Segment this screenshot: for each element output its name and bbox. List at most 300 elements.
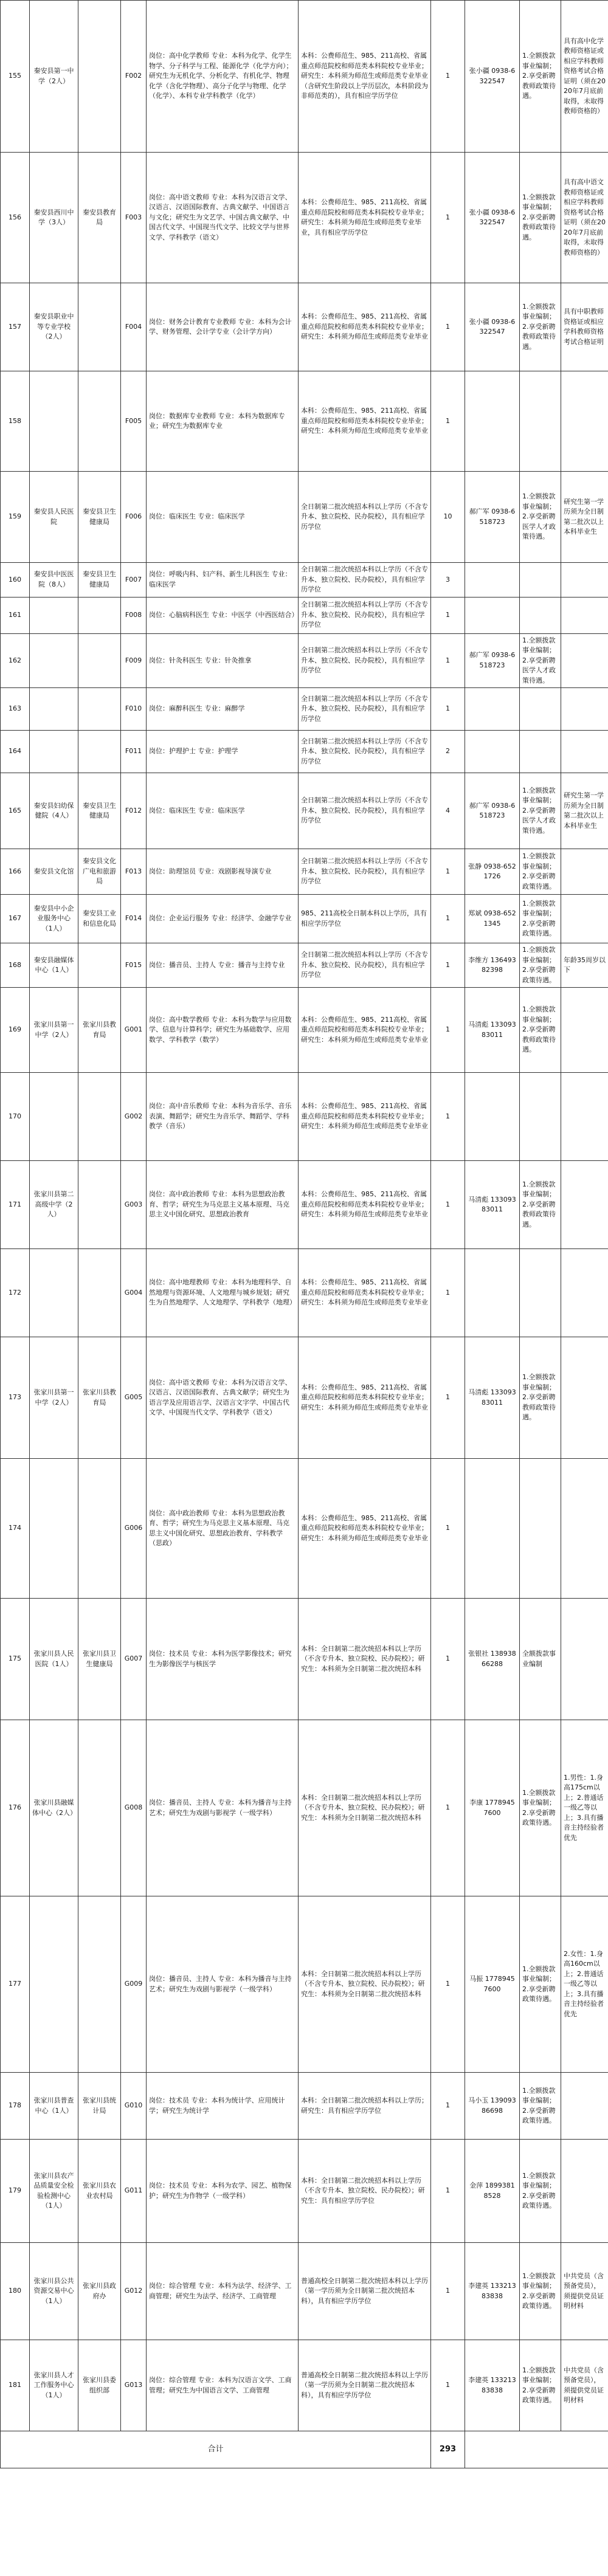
table-row xyxy=(1,1896,608,2073)
staffing-requirement-cell: 1.全额拨款事业编制； 2.享受新聘政策待遇。 xyxy=(520,849,561,895)
row-number: 179 xyxy=(1,2140,30,2243)
row-number: 158 xyxy=(1,371,30,472)
department-cell: 张家川县农业农村局 xyxy=(78,2140,121,2243)
staffing-requirement-cell: 1.全额拨款事业编制； 2.享受新聘政策待遇。 xyxy=(520,1896,561,2073)
employer-cell xyxy=(30,1073,78,1161)
post-description-cell: 岗位：播音员、主持人 专业：本科为播音与主持艺术；研究生为戏剧与影视学（一级学科） xyxy=(147,1720,299,1896)
table-row xyxy=(1,1459,608,1599)
education-requirement-cell: 本科：公费师范生、985、211高校、省属重点师范院校和师范类本科院校专业毕业；研究生：本科须为师范生或师范类专业毕业 xyxy=(299,1459,431,1599)
education-requirement-cell: 本科：公费师范生、985、211高校、省属重点师范院校和师范类本科院校专业毕业；研究生：本科须为师范生或师范类专业毕业，具有相应学历学位 xyxy=(299,153,431,283)
employer-cell: 秦安县融媒体中心（1人） xyxy=(30,943,78,988)
notes-cell xyxy=(561,1249,608,1337)
notes-cell xyxy=(561,2073,608,2140)
notes-cell xyxy=(561,371,608,472)
department-cell xyxy=(78,1073,121,1161)
post-description-cell: 岗位：技术员 专业：本科为医学影像技术；研究生为影像医学与核医学 xyxy=(147,1599,299,1720)
post-code-cell: G008 xyxy=(121,1720,147,1896)
employer-cell: 秦安县中医医院（8人） xyxy=(30,563,78,598)
headcount-cell: 3 xyxy=(431,563,465,598)
headcount-cell: 1 xyxy=(431,1249,465,1337)
department-cell: 秦安县教育局 xyxy=(78,153,121,283)
education-requirement-cell: 本科：全日制第二批次统招本科以上学历（不含专升本、独立院校、民办院校）；研究生：本科须为全日制第二批次统招本科 xyxy=(299,1720,431,1896)
row-number: 160 xyxy=(1,563,30,598)
contact-cell: 郝广军 0938-6518723 xyxy=(465,773,520,849)
department-cell xyxy=(78,597,121,633)
department-cell xyxy=(78,943,121,988)
post-description-cell: 岗位：临床医生 专业：临床医学 xyxy=(147,472,299,563)
education-requirement-cell: 本科：公费师范生、985、211高校、省属重点师范院校和师范类本科院校专业毕业；研究生：本科须为师范生或师范类专业毕业（含研究生阶段以上学历层次，本科阶段为非师范类的），具有相应学历学位 xyxy=(299,1,431,153)
staffing-requirement-cell: 1.全额拨款事业编制； 2.享受新聘教师政策待遇。 xyxy=(520,988,561,1073)
row-number: 162 xyxy=(1,633,30,688)
department-cell xyxy=(78,1459,121,1599)
headcount-cell: 1 xyxy=(431,988,465,1073)
employer-cell: 秦安县文化馆 xyxy=(30,849,78,895)
headcount-cell: 2 xyxy=(431,731,465,773)
table-row xyxy=(1,2140,608,2243)
contact-cell xyxy=(465,371,520,472)
table-row xyxy=(1,773,608,849)
employer-cell: 秦安县中小企业服务中心（1人） xyxy=(30,895,78,943)
headcount-cell: 1 xyxy=(431,849,465,895)
table-row xyxy=(1,1161,608,1249)
staffing-requirement-cell: 1.全额拨款事业编制； 2.享受新聘医学人才政策待遇。 xyxy=(520,773,561,849)
staffing-requirement-cell: 1.全额拨款事业编制； 2.享受新聘教师政策待遇。 xyxy=(520,1161,561,1249)
post-description-cell: 岗位：高中政治教师 专业：本科为思想政治教育、哲学；研究生为马克思主义基本原理、马克思主义中国化研究、思想政治教育、学科教学（思政） xyxy=(147,1459,299,1599)
table-row xyxy=(1,1337,608,1459)
contact-cell: 李维方 13649382398 xyxy=(465,943,520,988)
employer-cell: 张家川县普查中心（1人） xyxy=(30,2073,78,2140)
department-cell: 张家川县政府办 xyxy=(78,2243,121,2340)
row-number: 157 xyxy=(1,283,30,371)
post-code-cell: G012 xyxy=(121,2243,147,2340)
contact-cell: 马清彪 13309383011 xyxy=(465,988,520,1073)
headcount-cell: 1 xyxy=(431,943,465,988)
education-requirement-cell: 全日制第二批次统招本科以上学历（不含专升本、独立院校、民办院校），具有相应学历学位 xyxy=(299,472,431,563)
table-row xyxy=(1,988,608,1073)
staffing-requirement-cell: 1.全额拨款事业编制； 2.享受新聘医学人才政策待遇。 xyxy=(520,472,561,563)
post-description-cell: 岗位：呼吸内科、妇产科、新生儿科医生 专业：临床医学 xyxy=(147,563,299,598)
staffing-requirement-cell xyxy=(520,1249,561,1337)
row-number: 164 xyxy=(1,731,30,773)
staffing-requirement-cell: 1.全额拨款事业编制； 2.享受新聘政策待遇。 xyxy=(520,2243,561,2340)
education-requirement-cell: 本科：公费师范生、985、211高校、省属重点师范院校和师范类本科院校专业毕业；研究生：本科须为师范生或师范类专业毕业 xyxy=(299,283,431,371)
notes-cell xyxy=(561,597,608,633)
education-requirement-cell: 全日制第二批次统招本科以上学历（不含专升本、独立院校、民办院校），具有相应学历学位 xyxy=(299,773,431,849)
employer-cell xyxy=(30,1896,78,2073)
staffing-requirement-cell: 1.全额拨款事业编制； 2.享受新聘政策待遇。 xyxy=(520,2140,561,2243)
row-number: 155 xyxy=(1,1,30,153)
table-row xyxy=(1,2340,608,2431)
notes-cell: 研究生第一学历须为全日制第二批次以上本科毕业生 xyxy=(561,472,608,563)
post-code-cell: G005 xyxy=(121,1337,147,1459)
department-cell: 秦安县卫生健康局 xyxy=(78,472,121,563)
department-cell xyxy=(78,1896,121,2073)
row-number: 156 xyxy=(1,153,30,283)
post-code-cell: F010 xyxy=(121,688,147,731)
post-description-cell: 岗位：企业运行服务 专业：经济学、金融学专业 xyxy=(147,895,299,943)
post-code-cell: F007 xyxy=(121,563,147,598)
department-cell xyxy=(78,1720,121,1896)
post-description-cell: 岗位：高中化学教师 专业：本科为化学、化学生物学、分子科学与工程、能源化学（化学方向）；研究生为无机化学、分析化学、有机化学、物理化学（含化学物理）、高分子化学与物理、化学（化学）、本科专业学科教学（化学） xyxy=(147,1,299,153)
staffing-requirement-cell: 1.全额拨款事业编制； 2.享受新聘政策待遇。 xyxy=(520,943,561,988)
department-cell: 秦安县卫生健康局 xyxy=(78,563,121,598)
post-code-cell: F015 xyxy=(121,943,147,988)
headcount-cell: 1 xyxy=(431,2073,465,2140)
headcount-cell: 1 xyxy=(431,1,465,153)
post-code-cell: G006 xyxy=(121,1459,147,1599)
post-code-cell: G013 xyxy=(121,2340,147,2431)
contact-cell: 李建英 13321383838 xyxy=(465,2243,520,2340)
headcount-cell: 1 xyxy=(431,371,465,472)
department-cell: 张家川县教育局 xyxy=(78,988,121,1073)
contact-cell: 马振 17789457600 xyxy=(465,1896,520,2073)
employer-cell: 张家川县第二高级中学（2人） xyxy=(30,1161,78,1249)
headcount-cell: 1 xyxy=(431,2140,465,2243)
contact-cell xyxy=(465,731,520,773)
education-requirement-cell: 本科：全日制第二批次统招本科以上学历；研究生：具有相应学历学位 xyxy=(299,2073,431,2140)
post-description-cell: 岗位：临床医生 专业：临床医学 xyxy=(147,773,299,849)
row-number: 166 xyxy=(1,849,30,895)
contact-cell: 张小疆 0938-6322547 xyxy=(465,283,520,371)
notes-cell xyxy=(561,731,608,773)
department-cell xyxy=(78,731,121,773)
department-cell xyxy=(78,283,121,371)
headcount-cell: 1 xyxy=(431,2340,465,2431)
post-description-cell: 岗位：针灸科医生 专业：针灸推拿 xyxy=(147,633,299,688)
post-description-cell: 岗位：数据库专业教师 专业：本科为数据库专业；研究生为数据库专业 xyxy=(147,371,299,472)
notes-cell: 具有中职教师资格证或相应学科教师资格考试合格证明 xyxy=(561,283,608,371)
table-row xyxy=(1,895,608,943)
contact-cell: 郝广军 0938-6518723 xyxy=(465,472,520,563)
post-description-cell: 岗位：技术员 专业：本科为农学、园艺、植物保护；研究生为作物学（一级学科） xyxy=(147,2140,299,2243)
staffing-requirement-cell xyxy=(520,371,561,472)
headcount-cell: 1 xyxy=(431,597,465,633)
row-number: 159 xyxy=(1,472,30,563)
staffing-requirement-cell: 全额拨款事业编制 xyxy=(520,1599,561,1720)
post-description-cell: 岗位：综合管理 专业：本科为汉语言文学、工商管理；研究生为中国语言文学、工商管理 xyxy=(147,2340,299,2431)
row-number: 172 xyxy=(1,1249,30,1337)
post-code-cell: G007 xyxy=(121,1599,147,1720)
department-cell: 秦安县卫生健康局 xyxy=(78,773,121,849)
post-code-cell: F004 xyxy=(121,283,147,371)
education-requirement-cell: 全日制第二批次统招本科以上学历（不含专升本、独立院校、民办院校），具有相应学历学位 xyxy=(299,943,431,988)
employer-cell: 秦安县西川中学（3人） xyxy=(30,153,78,283)
post-description-cell: 岗位：播音员、主持人 专业：本科为播音与主持艺术；研究生为戏剧与影视学（一级学科） xyxy=(147,1896,299,2073)
contact-cell xyxy=(465,563,520,598)
employer-cell xyxy=(30,731,78,773)
row-number: 171 xyxy=(1,1161,30,1249)
employer-cell xyxy=(30,633,78,688)
contact-cell xyxy=(465,688,520,731)
employer-cell: 张家川县农产品质量安全检验检测中心（1人） xyxy=(30,2140,78,2243)
notes-cell xyxy=(561,1599,608,1720)
staffing-requirement-cell xyxy=(520,1459,561,1599)
education-requirement-cell: 本科：公费师范生、985、211高校、省属重点师范院校和师范类本科院校专业毕业；研究生：本科须为师范生或师范类专业毕业 xyxy=(299,1337,431,1459)
total-empty-cell xyxy=(465,2431,608,2468)
contact-cell: 张小疆 0938-6322547 xyxy=(465,1,520,153)
row-number: 181 xyxy=(1,2340,30,2431)
department-cell xyxy=(78,1,121,153)
contact-cell: 李建英 13321383838 xyxy=(465,2340,520,2431)
table-row xyxy=(1,1249,608,1337)
notes-cell: 研究生第一学历须为全日制第二批次以上本科毕业生 xyxy=(561,773,608,849)
department-cell: 张家川县委组织部 xyxy=(78,2340,121,2431)
notes-cell: 年龄35周岁以下 xyxy=(561,943,608,988)
headcount-cell: 1 xyxy=(431,1720,465,1896)
department-cell xyxy=(78,1161,121,1249)
row-number: 174 xyxy=(1,1459,30,1599)
post-code-cell: F003 xyxy=(121,153,147,283)
post-code-cell: F009 xyxy=(121,633,147,688)
row-number: 169 xyxy=(1,988,30,1073)
headcount-cell: 1 xyxy=(431,688,465,731)
post-description-cell: 岗位：综合管理 专业：本科为法学、经济学、工商管理；研究生为法学、经济学、工商管理 xyxy=(147,2243,299,2340)
contact-cell: 马清彪 13309383011 xyxy=(465,1337,520,1459)
contact-cell: 马小玉 13909386698 xyxy=(465,2073,520,2140)
post-code-cell: G002 xyxy=(121,1073,147,1161)
employer-cell xyxy=(30,688,78,731)
staffing-requirement-cell xyxy=(520,1073,561,1161)
notes-cell: 中共党员（含预备党员），须提供党员证明材料 xyxy=(561,2243,608,2340)
staffing-requirement-cell: 1.全额拨款事业编制； 2.享受新聘政策待遇。 xyxy=(520,1720,561,1896)
education-requirement-cell: 全日制第二批次统招本科以上学历（不含专升本、独立院校、民办院校），具有相应学历学位 xyxy=(299,633,431,688)
post-code-cell: G003 xyxy=(121,1161,147,1249)
row-number: 165 xyxy=(1,773,30,849)
staffing-requirement-cell: 1.全额拨款事业编制； 2.享受新聘教师政策待遇。 xyxy=(520,283,561,371)
employer-cell: 张家川县公共资源交易中心（1人） xyxy=(30,2243,78,2340)
staffing-requirement-cell xyxy=(520,563,561,598)
employer-cell: 张家川县融媒体中心（2人） xyxy=(30,1720,78,1896)
headcount-cell: 10 xyxy=(431,472,465,563)
post-code-cell: F012 xyxy=(121,773,147,849)
employer-cell: 张家川县第一中学（2人） xyxy=(30,988,78,1073)
staffing-requirement-cell: 1.全额拨款事业编制； 2.享受新聘政策待遇。 xyxy=(520,2340,561,2431)
row-number: 167 xyxy=(1,895,30,943)
contact-cell: 张银社 13893866288 xyxy=(465,1599,520,1720)
table-row xyxy=(1,1073,608,1161)
education-requirement-cell: 本科：全日制第二批次统招本科以上学历（不含专升本、独立院校、民办院校）；研究生：具有相应学历学位 xyxy=(299,2140,431,2243)
education-requirement-cell: 本科：公费师范生、985、211高校、省属重点师范院校和师范类本科院校专业毕业；研究生：本科须为师范生或师范类专业毕业 xyxy=(299,1161,431,1249)
employer-cell: 秦安县第一中学（2人） xyxy=(30,1,78,153)
contact-cell: 马清彪 13309383011 xyxy=(465,1161,520,1249)
department-cell: 秦安县文化广电和旅游局 xyxy=(78,849,121,895)
employer-cell xyxy=(30,597,78,633)
department-cell: 张家川县统计局 xyxy=(78,2073,121,2140)
notes-cell xyxy=(561,563,608,598)
headcount-cell: 1 xyxy=(431,633,465,688)
employer-cell: 张家川县第一中学（2人） xyxy=(30,1337,78,1459)
contact-cell: 张小疆 0938-6322547 xyxy=(465,153,520,283)
row-number: 163 xyxy=(1,688,30,731)
headcount-cell: 1 xyxy=(431,1896,465,2073)
department-cell xyxy=(78,1249,121,1337)
staffing-requirement-cell xyxy=(520,597,561,633)
headcount-cell: 4 xyxy=(431,773,465,849)
notes-cell xyxy=(561,849,608,895)
table-row xyxy=(1,371,608,472)
post-code-cell: G001 xyxy=(121,988,147,1073)
post-description-cell: 岗位：高中音乐教师 专业：本科为音乐学、音乐表演、舞蹈学；研究生为音乐学、舞蹈学、学科教学（音乐） xyxy=(147,1073,299,1161)
contact-cell xyxy=(465,597,520,633)
post-description-cell: 岗位：护理护士 专业：护理学 xyxy=(147,731,299,773)
education-requirement-cell: 本科：全日制第二批次统招本科以上学历（不含专升本、独立院校、民办院校）；研究生：本科须为全日制第二批次统招本科 xyxy=(299,1896,431,2073)
post-description-cell: 岗位：助理馆员 专业：戏剧影视导演专业 xyxy=(147,849,299,895)
table-row xyxy=(1,472,608,563)
headcount-cell: 1 xyxy=(431,1161,465,1249)
row-number: 178 xyxy=(1,2073,30,2140)
headcount-cell: 1 xyxy=(431,2243,465,2340)
post-code-cell: G009 xyxy=(121,1896,147,2073)
employer-cell xyxy=(30,1459,78,1599)
education-requirement-cell: 全日制第二批次统招本科以上学历（不含专升本、独立院校、民办院校），具有相应学历学位 xyxy=(299,849,431,895)
post-description-cell: 岗位：高中数学教师 专业：本科为数学与应用数学、信息与计算科学；研究生为基础数学、应用数学、学科教学（数学） xyxy=(147,988,299,1073)
notes-cell: 2.女性：1.身高160cm以上；2.普通话一级乙等以上；3.具有播音主持经验者优先 xyxy=(561,1896,608,2073)
education-requirement-cell: 全日制第二批次统招本科以上学历（不含专升本、独立院校、民办院校），具有相应学历学位 xyxy=(299,597,431,633)
table-row xyxy=(1,597,608,633)
headcount-cell: 1 xyxy=(431,1459,465,1599)
employer-cell: 张家川县人才工作服务中心（1人） xyxy=(30,2340,78,2431)
row-number: 177 xyxy=(1,1896,30,2073)
staffing-requirement-cell: 1.全额拨款事业编制； 2.享受新聘政策待遇。 xyxy=(520,2073,561,2140)
row-number: 170 xyxy=(1,1073,30,1161)
department-cell xyxy=(78,371,121,472)
post-code-cell: F011 xyxy=(121,731,147,773)
post-code-cell: F002 xyxy=(121,1,147,153)
post-code-cell: F006 xyxy=(121,472,147,563)
post-description-cell: 岗位：技术员 专业：本科为统计学、应用统计学；研究生为统计学 xyxy=(147,2073,299,2140)
education-requirement-cell: 本科：全日制第二批次统招本科以上学历（不含专升本、独立院校、民办院校）；研究生：本科须为全日制第二批次统招本科 xyxy=(299,1599,431,1720)
notes-cell: 中共党员（含预备党员），须提供党员证明材料 xyxy=(561,2340,608,2431)
post-description-cell: 岗位：麻醉科医生 专业：麻醉学 xyxy=(147,688,299,731)
notes-cell xyxy=(561,688,608,731)
staffing-requirement-cell: 1.全额拨款事业编制； 2.享受新聘教师政策待遇。 xyxy=(520,1,561,153)
notes-cell xyxy=(561,988,608,1073)
contact-cell: 李康 17789457600 xyxy=(465,1720,520,1896)
table-row xyxy=(1,943,608,988)
headcount-cell: 1 xyxy=(431,1337,465,1459)
headcount-cell: 1 xyxy=(431,153,465,283)
department-cell xyxy=(78,688,121,731)
row-number: 180 xyxy=(1,2243,30,2340)
total-label: 合计 xyxy=(1,2431,431,2468)
employer-cell: 秦安县妇幼保健院（4人） xyxy=(30,773,78,849)
contact-cell: 郝广军 0938-6518723 xyxy=(465,633,520,688)
table-row xyxy=(1,153,608,283)
headcount-cell: 1 xyxy=(431,1599,465,1720)
post-description-cell: 岗位：心脑病科医生 专业：中医学（中西医结合） xyxy=(147,597,299,633)
education-requirement-cell: 本科：公费师范生、985、211高校、省属重点师范院校和师范类本科院校专业毕业；研究生：本科须为师范生或师范类专业毕业 xyxy=(299,1073,431,1161)
employer-cell: 秦安县人民医院 xyxy=(30,472,78,563)
table-row xyxy=(1,1599,608,1720)
education-requirement-cell: 普通高校全日制第二批次统招本科以上学历（第一学历须为全日制第二批次统招本科），具有相应学历学位 xyxy=(299,2243,431,2340)
staffing-requirement-cell: 1.全额拨款事业编制； 2.享受新聘政策待遇。 xyxy=(520,895,561,943)
table-row xyxy=(1,1,608,153)
table-row xyxy=(1,2243,608,2340)
notes-cell xyxy=(561,1459,608,1599)
table-row xyxy=(1,283,608,371)
post-code-cell: F014 xyxy=(121,895,147,943)
post-description-cell: 岗位：播音员、主持人 专业：播音与主持专业 xyxy=(147,943,299,988)
notes-cell: 具有高中语文教师资格证或相应学科教师资格考试合格证明（须在2020年7月底前取得，未取得教师资格的） xyxy=(561,153,608,283)
post-code-cell: G011 xyxy=(121,2140,147,2243)
department-cell: 秦安县工业和信息化局 xyxy=(78,895,121,943)
education-requirement-cell: 全日制第二批次统招本科以上学历（不含专升本、独立院校、民办院校），具有相应学历学位 xyxy=(299,563,431,598)
post-description-cell: 岗位：高中地理教师 专业：本科为地理科学、自然地理与资源环境、人文地理与城乡规划；研究生为自然地理学、人文地理学、学科教学（地理） xyxy=(147,1249,299,1337)
table-row xyxy=(1,633,608,688)
total-value: 293 xyxy=(431,2431,465,2468)
contact-cell: 张静 0938-6521726 xyxy=(465,849,520,895)
headcount-cell: 1 xyxy=(431,283,465,371)
education-requirement-cell: 985、211高校全日制本科以上学历，具有相应学历学位 xyxy=(299,895,431,943)
row-number: 175 xyxy=(1,1599,30,1720)
table-row xyxy=(1,849,608,895)
notes-cell: 具有高中化学教师资格证或相应学科教师资格考试合格证明（须在2020年7月底前取得，未取得教师资格的） xyxy=(561,1,608,153)
notes-cell xyxy=(561,2140,608,2243)
education-requirement-cell: 本科：公费师范生、985、211高校、省属重点师范院校和师范类本科院校专业毕业；研究生：本科须为师范生或师范类专业毕业 xyxy=(299,988,431,1073)
notes-cell xyxy=(561,1073,608,1161)
table-row xyxy=(1,563,608,598)
education-requirement-cell: 全日制第二批次统招本科以上学历（不含专升本、独立院校、民办院校），具有相应学历学位 xyxy=(299,731,431,773)
table-row xyxy=(1,2073,608,2140)
education-requirement-cell: 本科：公费师范生、985、211高校、省属重点师范院校和师范类本科院校专业毕业；研究生：本科须为师范生或师范类专业毕业 xyxy=(299,1249,431,1337)
row-number: 176 xyxy=(1,1720,30,1896)
row-number: 173 xyxy=(1,1337,30,1459)
post-code-cell: F013 xyxy=(121,849,147,895)
post-description-cell: 岗位：高中政治教师 专业：本科为思想政治教育、哲学；研究生为马克思主义基本原理、马克思主义中国化研究、思想政治教育 xyxy=(147,1161,299,1249)
post-description-cell: 岗位：财务会计教育专业教师 专业：本科为会计学、财务管理、会计学专业（会计学方向） xyxy=(147,283,299,371)
contact-cell xyxy=(465,1249,520,1337)
employer-cell xyxy=(30,1249,78,1337)
contact-cell: 郑斌 0938-6521345 xyxy=(465,895,520,943)
staffing-requirement-cell: 1.全额拨款事业编制； 2.享受新聘医学人才政策待遇。 xyxy=(520,633,561,688)
table-row xyxy=(1,731,608,773)
contact-cell xyxy=(465,1459,520,1599)
notes-cell xyxy=(561,1337,608,1459)
staffing-requirement-cell: 1.全额拨款事业编制； 2.享受新聘教师政策待遇。 xyxy=(520,1337,561,1459)
staffing-requirement-cell xyxy=(520,731,561,773)
post-code-cell: G004 xyxy=(121,1249,147,1337)
headcount-cell: 1 xyxy=(431,895,465,943)
notes-cell xyxy=(561,1161,608,1249)
contact-cell xyxy=(465,1073,520,1161)
employer-cell: 张家川县人民医院（1人） xyxy=(30,1599,78,1720)
row-number: 168 xyxy=(1,943,30,988)
table-row xyxy=(1,688,608,731)
total-row xyxy=(1,2431,608,2468)
notes-cell xyxy=(561,895,608,943)
notes-cell: 1.男性：1.身高175cm以上；2.普通话一级乙等以上；3.具有播音主持经验者优先 xyxy=(561,1720,608,1896)
department-cell: 张家川县教育局 xyxy=(78,1337,121,1459)
employer-cell: 秦安县职业中等专业学校（2人） xyxy=(30,283,78,371)
post-code-cell: F008 xyxy=(121,597,147,633)
department-cell xyxy=(78,633,121,688)
post-code-cell: G010 xyxy=(121,2073,147,2140)
row-number: 161 xyxy=(1,597,30,633)
post-description-cell: 岗位：高中语文教师 专业：本科为汉语言文学、汉语言、汉语国际教育、古典文献学；研究生为语言学及应用语言学、汉语言文字学、中国古代文学、中国现当代文学、学科教学（语文） xyxy=(147,1337,299,1459)
notes-cell xyxy=(561,633,608,688)
education-requirement-cell: 本科：公费师范生、985、211高校、省属重点师范院校和师范类本科院校专业毕业；研究生：本科须为师范生或师范类专业毕业 xyxy=(299,371,431,472)
staffing-requirement-cell xyxy=(520,688,561,731)
table-row xyxy=(1,1720,608,1896)
post-description-cell: 岗位：高中语文教师 专业：本科为汉语言文学、汉语言、汉语国际教育、古典文献学、中国语言与文化；研究生为文艺学、中国古典文献学、中国古代文学、中国现当代文学、比较文学与世界文学、学科教学（语文） xyxy=(147,153,299,283)
education-requirement-cell: 全日制第二批次统招本科以上学历（不含专升本、独立院校、民办院校），具有相应学历学位 xyxy=(299,688,431,731)
headcount-cell: 1 xyxy=(431,1073,465,1161)
staffing-requirement-cell: 1.全额拨款事业编制； 2.享受新聘教师政策待遇。 xyxy=(520,153,561,283)
contact-cell: 金萍 18993818528 xyxy=(465,2140,520,2243)
post-code-cell: F005 xyxy=(121,371,147,472)
employer-cell xyxy=(30,371,78,472)
education-requirement-cell: 普通高校全日制第二批次统招本科以上学历（第一学历须为全日制第二批次统招本科），具有相应学历学位 xyxy=(299,2340,431,2431)
